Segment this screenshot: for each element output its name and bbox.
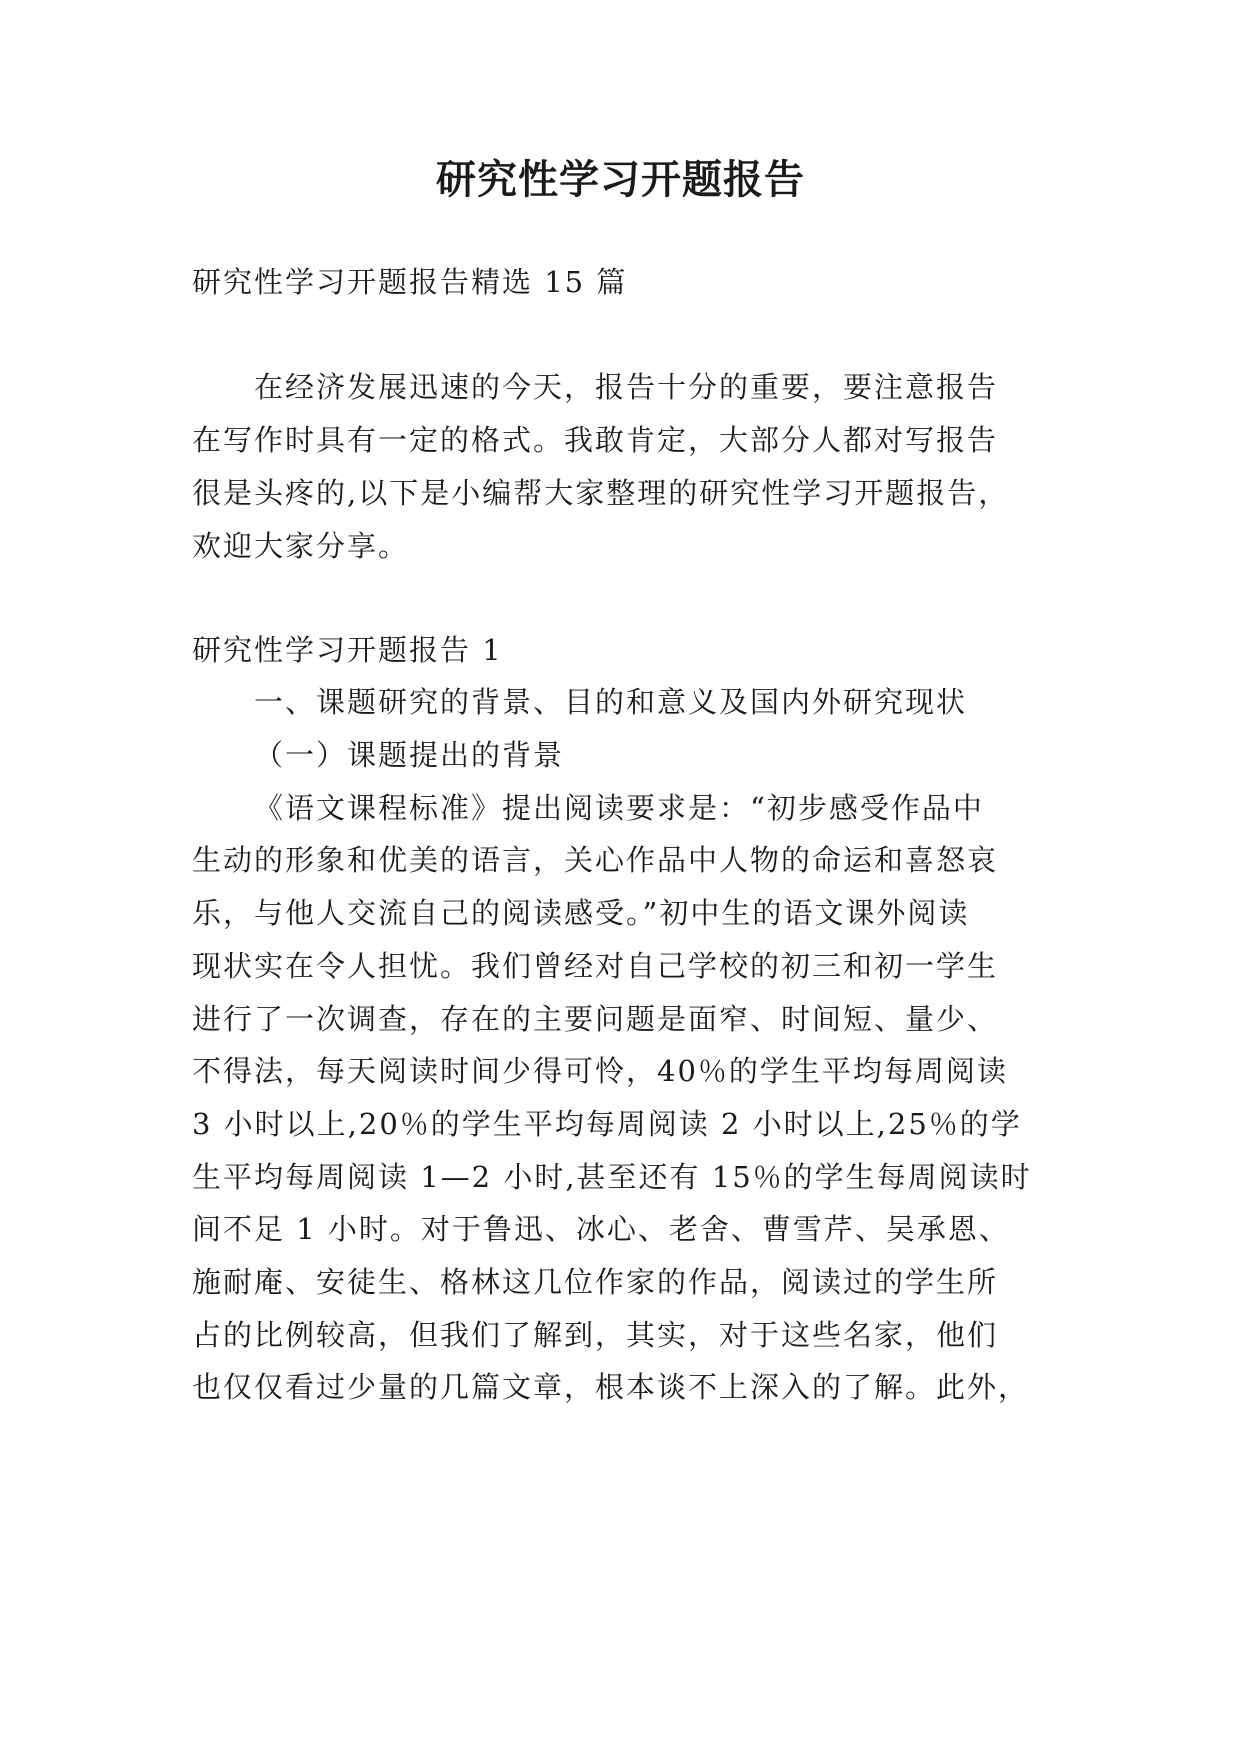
heading-level-2: （一）课题提出的背景 — [254, 738, 565, 772]
intro-line-4: 欢迎大家分享。 — [192, 529, 410, 563]
subtitle: 研究性学习开题报告精选 15 篇 — [192, 265, 628, 299]
body-line-8: 生平均每周阅读 1—2 小时,甚至还有 15％的学生每周阅读时 — [192, 1160, 1032, 1194]
body-line-11: 占的比例较高，但我们了解到，其实，对于这些名家，他们 — [192, 1318, 999, 1352]
body-line-9: 间不足 1 小时。对于鲁迅、冰心、老舍、曹雪芹、吴承恩、 — [192, 1212, 1010, 1246]
document-title: 研究性学习开题报告 — [436, 156, 805, 203]
body-line-1: 《语文课程标准》提出阅读要求是：“初步感受作品中 — [254, 791, 984, 825]
body-line-12: 也仅仅看过少量的几篇文章，根本谈不上深入的了解。此外， — [192, 1370, 1030, 1404]
section-title: 研究性学习开题报告 1 — [192, 633, 503, 667]
heading-level-1: 一、课题研究的背景、目的和意义及国内外研究现状 — [254, 685, 968, 719]
body-line-10: 施耐庵、安徒生、格林这几位作家的作品，阅读过的学生所 — [192, 1265, 999, 1299]
body-line-2: 生动的形象和优美的语言，关心作品中人物的命运和喜怒哀 — [192, 843, 999, 877]
body-line-5: 进行了一次调查，存在的主要问题是面窄、时间短、量少、 — [192, 1002, 999, 1036]
body-line-7: 3 小时以上,20％的学生平均每周阅读 2 小时以上,25％的学 — [192, 1107, 1022, 1141]
intro-line-2: 在写作时具有一定的格式。我敢肯定，大部分人都对写报告 — [192, 423, 999, 457]
intro-line-3: 很是头疼的,以下是小编帮大家整理的研究性学习开题报告， — [192, 476, 1010, 510]
body-line-4: 现状实在令人担忧。我们曾经对自己学校的初三和初一学生 — [192, 949, 999, 983]
intro-line-1: 在经济发展迅速的今天，报告十分的重要，要注意报告 — [254, 370, 999, 404]
body-line-6: 不得法，每天阅读时间少得可怜，40％的学生平均每周阅读 — [192, 1054, 1008, 1088]
body-line-3: 乐，与他人交流自己的阅读感受。”初中生的语文课外阅读 — [192, 896, 970, 930]
